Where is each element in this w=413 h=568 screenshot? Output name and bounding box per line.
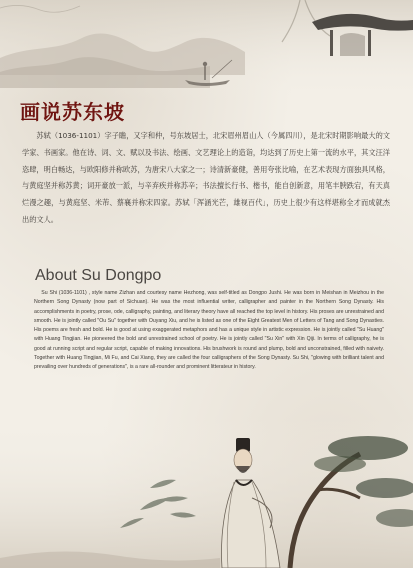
scholar-ink-illustration [0,418,413,568]
ink-landscape-illustration [0,0,413,100]
english-title: About Su Dongpo [35,267,162,284]
english-paragraph: Su Shi (1036-1101) , style name Zizhan and courtesy name Hezhong, was self-titled as Dongpo Jushi. He was born in Meishan in Meizhou in the Northern Song Dynasty (now part of Sichuan). He was the most influential writer, calligrapher and painter in the Northern Song Dynasty. His accomplishments in poetry, prose, ode, calligraphy, painting, and literary theory have all reached the top level in history. His proses are unrestrained and smooth. He is jointly called "Ou Su" together with Ouyang Xiu, and he is listed as one of the Eight Greatest Men of Letters of Tang and Song Dynasties. His poems are fresh and bold. He is good at using exaggerated metaphors and has a unique style in artistic expression. He is jointly called "Su Huang" with Huang Tingjian. He pioneered the bold and unrestrained school of poetry. He is jointly called "Su Xin" with Xin Qiji. In terms of calligraphy, he is good at running script and regular script, capable of making innovations. His brushwork is round and plump, bold and unconstrained, filled with naivety. Together with Huang Tingjian, Mi Fu, and Cai Xiang, they are called the four calligraphers of the Song Dynasty. Su Shi, "glowing with brilliant talent and prevailing over hundreds of generations", is a rare all-rounder and prominent litterateur in history. [34,290,384,371]
chinese-paragraph: 苏轼（1036-1101）字子瞻，又字和仲，号东坡居士，北宋眉州眉山人（今属四川），是北宋时期影响最大的文学家、书画家。他在诗、词、文、赋以及书法、绘画、文艺理论上的造诣，均达到了历史上第一流的水平，其文汪洋恣肆，明白畅达，与欧阳修并称欧苏，为唐宋八大家之一；诗清新豪健，善用夸张比喻，在艺术表现方面独具风格，与黄庭坚并称苏黄；词开豪放一派，与辛弃疾并称苏辛；书法擅长行书、楷书，能自创新意，用笔丰腴跌宕，有天真烂漫之趣，与黄庭坚、米芾、蔡襄并称宋四家。苏轼「浑涵光芒，雄视百代」，历史上很少有这样堪称全才而成就杰出的文人。 [22,131,390,224]
chinese-title: 画说苏东坡 [20,100,125,124]
